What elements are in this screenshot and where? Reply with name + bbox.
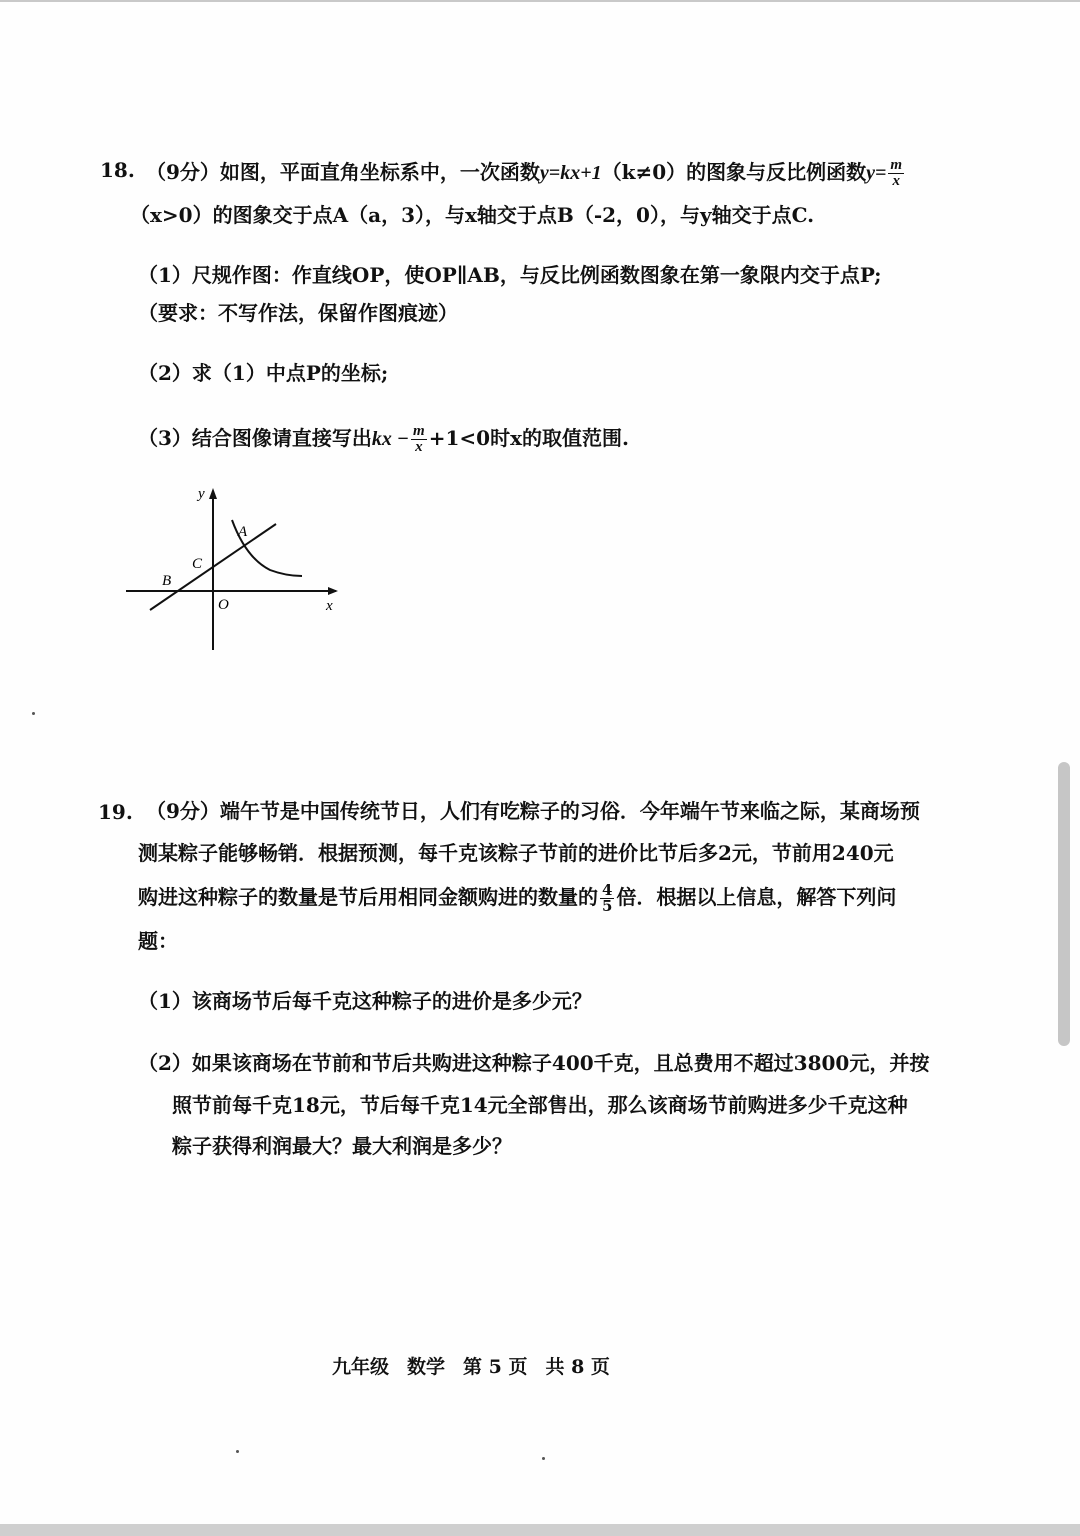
q18-line2: （x>0）的图象交于点A（a，3），与x轴交于点B（-2，0），与y轴交于点C. <box>130 203 815 227</box>
y-axis-label: y <box>198 486 205 502</box>
q19-part2-b: 照节前每千克18元，节后每千克14元全部售出，那么该商场节前购进多少千克这种 <box>172 1093 908 1117</box>
q19-line2: 测某粽子能够畅销．根据预测，每千克该粽子节前的进价比节后多2元，节前用240元 <box>138 841 894 865</box>
footer-subject: 数学 <box>407 1356 446 1378</box>
scan-speck <box>542 1457 545 1460</box>
q18-inverse-y: y= <box>866 162 887 184</box>
q19-number: 19. <box>98 800 133 824</box>
q18-part3-kx: kx − <box>371 428 410 450</box>
point-c-label: C <box>192 556 203 572</box>
q18-part3-frac-den: x <box>415 439 423 455</box>
q18-frac-num: m <box>890 157 903 173</box>
scan-speck <box>32 712 35 715</box>
bottom-border <box>0 1524 1080 1536</box>
q19-part2-c: 粽子获得利润最大？最大利润是多少？ <box>172 1134 512 1158</box>
q18-line1 <box>146 158 906 189</box>
q19-line3-suffix: 倍．根据以上信息，解答下列问 <box>616 885 897 909</box>
q18-part1-b: （要求：不写作法，保留作图痕迹） <box>138 301 458 325</box>
q19-fraction <box>600 883 614 914</box>
q18-part3-suffix: +1<0时x的取值范围. <box>428 426 629 450</box>
q18-part3-prefix: （3）结合图像请直接写出 <box>138 426 372 450</box>
page-footer <box>332 1352 628 1379</box>
q18-part3-frac-num: m <box>413 423 425 439</box>
top-border <box>0 0 1080 2</box>
q18-line1-mid: 的图象与反比例函数 <box>686 160 867 184</box>
x-axis-arrow <box>328 587 338 595</box>
q18-frac-den: x <box>892 173 900 189</box>
q19-frac-den: 5 <box>602 897 613 915</box>
footer-grade: 九年级 <box>332 1356 390 1378</box>
q19-line3 <box>138 883 896 914</box>
q18-linear-func: y=kx+1 <box>539 162 602 184</box>
q18-number: 18. <box>100 158 135 182</box>
footer-page: 第 5 页 <box>463 1356 528 1378</box>
point-b-label: B <box>162 573 172 589</box>
q19-line1: （9分）端午节是中国传统节日，人们有吃粽子的习俗．今年端午节来临之际，某商场预 <box>146 799 920 823</box>
vertical-scrollbar[interactable] <box>1058 762 1070 1046</box>
q19-part2-a: （2）如果该商场在节前和节后共购进这种粽子400千克，且总费用不超过3800元，并按 <box>138 1051 930 1075</box>
x-axis-label: x <box>326 598 333 614</box>
q18-inverse-fraction <box>888 158 904 189</box>
q19-frac-num: 4 <box>602 881 613 899</box>
q18-condition: （k≠0） <box>601 160 687 184</box>
footer-total: 共 8 页 <box>545 1356 610 1378</box>
origin-label: O <box>218 597 229 613</box>
q19-part1: （1）该商场节后每千克这种粽子的进价是多少元？ <box>138 989 592 1013</box>
q18-part3 <box>138 424 629 455</box>
point-a-label: A <box>238 524 248 540</box>
scan-speck <box>236 1450 239 1453</box>
coordinate-figure <box>120 478 350 658</box>
q18-line1-prefix: （9分）如图，平面直角坐标系中，一次函数 <box>146 160 540 184</box>
q19-line3-prefix: 购进这种粽子的数量是节后用相同金额购进的数量的 <box>138 885 598 909</box>
q18-part2: （2）求（1）中点P的坐标; <box>138 361 389 385</box>
y-axis-arrow <box>209 488 217 499</box>
q18-part1-a: （1）尺规作图：作直线OP，使OP∥AB，与反比例函数图象在第一象限内交于点P; <box>138 263 882 287</box>
q19-line4: 题： <box>138 929 178 953</box>
q18-part3-fraction <box>411 424 427 455</box>
